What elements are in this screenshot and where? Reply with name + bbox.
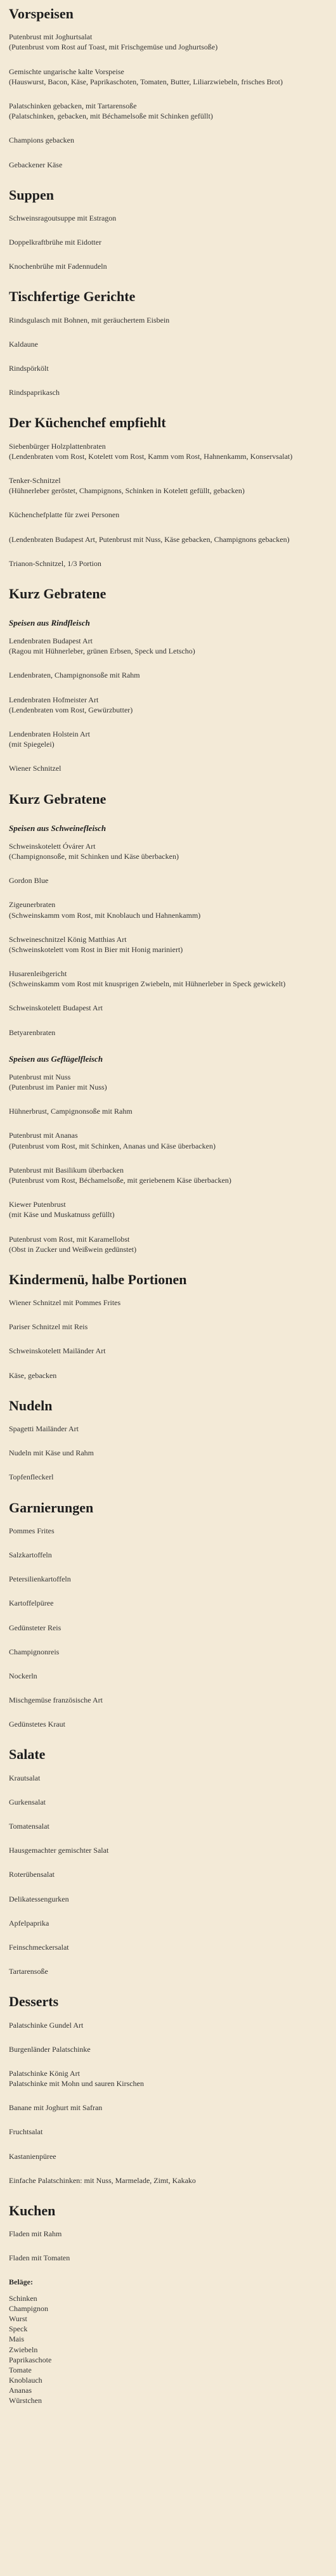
menu-item xyxy=(9,1671,327,1681)
menu-item-description: (Hühnerleber geröstet, Champignons, Schinken in Kotelett gefüllt, gebacken) xyxy=(9,486,245,496)
menu-item-name: Krautsalat xyxy=(9,1773,41,1782)
section-title: Nudeln xyxy=(9,1397,53,1414)
menu-item xyxy=(9,1894,327,1904)
topping-item: Paprikaschote xyxy=(9,2355,52,2364)
menu-item-name: Fladen mit Rahm xyxy=(9,2229,62,2239)
menu-item xyxy=(9,135,327,145)
menu-item-description: (Champignonsoße, mit Schinken und Käse überbacken) xyxy=(9,851,179,861)
menu-item-name: Küchenchefplatte für zwei Personen xyxy=(9,510,120,520)
toppings-label: Beläge: xyxy=(9,2277,33,2286)
menu-item-description: Palatschinke mit Mohn und sauren Kirschen xyxy=(9,2079,144,2089)
topping-item: Knoblauch xyxy=(9,2376,42,2385)
menu-item-name: Knochenbrühe mit Fadennudeln xyxy=(9,262,107,271)
menu-item xyxy=(9,899,327,920)
menu-item-name: Kastanienpüree xyxy=(9,2151,56,2161)
menu-item xyxy=(9,2068,327,2089)
menu-item-name: Palatschinke Gundel Art xyxy=(9,2020,84,2030)
section-salate xyxy=(9,1747,327,1976)
menu-item xyxy=(9,1598,327,1608)
menu-item xyxy=(9,636,327,656)
menu-item-name: Burgenländer Palatschinke xyxy=(9,2044,91,2054)
menu-item xyxy=(9,1550,327,1560)
menu-item xyxy=(9,1845,327,1855)
section-kurz-gebratene xyxy=(9,792,327,1254)
subsection-title: Speisen aus Geflügelfleisch xyxy=(9,1053,103,1064)
menu-item-name: Pariser Schnitzel mit Reis xyxy=(9,1322,88,1332)
menu-item xyxy=(9,1234,327,1254)
menu-item-name: Rindspörkölt xyxy=(9,364,49,373)
menu-item xyxy=(9,2044,327,2054)
menu-item-name: Mischgemüse französische Art xyxy=(9,1696,103,1705)
menu-item xyxy=(9,558,327,569)
section-title: Suppen xyxy=(9,186,54,203)
section-title: Kurz Gebratene xyxy=(9,585,107,602)
menu-item-name: Hausgemachter gemischter Salat xyxy=(9,1846,109,1855)
menu-item-name: Putenbrust vom Rost, mit Karamellobst xyxy=(9,1234,130,1244)
section-title: Kuchen xyxy=(9,2203,56,2219)
menu-item xyxy=(9,1165,327,1185)
menu-item-name: Wiener Schnitzel xyxy=(9,764,61,773)
menu-item-name: Palatschinke König Art xyxy=(9,2068,80,2078)
menu-item xyxy=(9,1130,327,1150)
menu-item-name: Lendenbraten Hofmeister Art xyxy=(9,695,99,704)
menu-item-name: Spagetti Mailänder Art xyxy=(9,1424,79,1433)
section-title: Vorspeisen xyxy=(9,6,74,22)
menu-item xyxy=(9,2175,327,2186)
menu-item-description: (Hauswurst, Bacon, Käse, Paprikaschoten, Tomaten, Butter, Liliarzwiebeln, frisches Brot) xyxy=(9,77,283,86)
menu-item-name: (Lendenbraten Budapest Art, Putenbrust mit Nuss, Käse gebacken, Champignons gebacken) xyxy=(9,534,290,544)
topping-item: Speck xyxy=(9,2324,28,2334)
section-tischfertige-gerichte xyxy=(9,289,327,397)
menu-item xyxy=(9,763,327,773)
menu-item-name: Putenbrust mit Ananas xyxy=(9,1131,78,1140)
section-desserts xyxy=(9,1994,327,2186)
menu-item xyxy=(9,1966,327,1976)
menu-item-name: Wiener Schnitzel mit Pommes Frites xyxy=(9,1298,121,1308)
menu-item-name: Schweineschnitzel König Matthias Art xyxy=(9,934,127,944)
menu-item xyxy=(9,2103,327,2113)
menu-item-name: Tomatensalat xyxy=(9,1822,49,1831)
menu-item-name: Trianon-Schnitzel, 1/3 Portion xyxy=(9,558,101,568)
menu-item xyxy=(9,475,327,496)
menu-item xyxy=(9,841,327,861)
menu-item xyxy=(9,1322,327,1332)
topping-item: Zwiebeln xyxy=(9,2345,38,2354)
menu-item xyxy=(9,1719,327,1729)
menu-item-name: Gedünstetes Kraut xyxy=(9,1720,65,1729)
menu-item-name: Siebenbürger Holzplattenbraten xyxy=(9,441,106,451)
menu-item xyxy=(9,1773,327,1783)
section-nudeln xyxy=(9,1398,327,1483)
menu-item-name: Fruchtsalat xyxy=(9,2127,43,2137)
menu-item-name: Apfelpaprika xyxy=(9,1918,49,1928)
subsection-title: Speisen aus Rindfleisch xyxy=(9,618,90,628)
menu-item-name: Kaldaune xyxy=(9,339,38,349)
menu-item-name: Salzkartoffeln xyxy=(9,1550,52,1559)
menu-item-name: Husarenleibgericht xyxy=(9,969,67,979)
menu-item xyxy=(9,510,327,520)
menu-item xyxy=(9,534,327,544)
menu-item xyxy=(9,1472,327,1482)
menu-item-name: Putenbrust mit Nuss xyxy=(9,1072,71,1081)
menu-item-name: Lendenbraten Holstein Art xyxy=(9,730,90,738)
section-vorspeisen xyxy=(9,6,327,170)
menu-item-description: (Putenbrust vom Rost auf Toast, mit Frischgemüse und Joghurtsoße) xyxy=(9,42,218,52)
menu-item xyxy=(9,315,327,325)
menu-item xyxy=(9,1370,327,1381)
menu-item-name: Banane mit Joghurt mit Safran xyxy=(9,2103,103,2113)
menu-item xyxy=(9,1526,327,1536)
menu-item-name: Petersilienkartoffeln xyxy=(9,1575,71,1584)
section-title: Desserts xyxy=(9,1993,59,2010)
menu-item-name: Putenbrust mit Joghurtsalat xyxy=(9,32,93,42)
menu-item-name: Schweinsragoutsuppe mit Estragon xyxy=(9,213,117,222)
menu-item-name: Doppelkraftbrühe mit Eidotter xyxy=(9,238,101,247)
menu-item-name: Lendenbraten, Champignonsoße mit Rahm xyxy=(9,671,140,680)
menu-item-name: Fladen mit Tomaten xyxy=(9,2253,70,2263)
menu-item-name: Topfenfleckerl xyxy=(9,1472,54,1482)
menu-item-description: (Schweinskamm vom Rost mit knusprigen Zwiebeln, mit Hühnerleber in Speck gewickelt) xyxy=(9,979,286,989)
menu-item-description: (Obst in Zucker und Weißwein gedünstet) xyxy=(9,1244,137,1254)
section-title: Kurz Gebratene xyxy=(9,790,107,807)
topping-item: Schinken xyxy=(9,2293,37,2303)
menu-item xyxy=(9,101,327,121)
menu-item-description: (mit Käse und Muskatnuss gefüllt) xyxy=(9,1210,115,1220)
menu-item xyxy=(9,67,327,87)
menu-item-name: Hühnerbrust, Campignonsoße mit Rahm xyxy=(9,1107,132,1116)
menu-item xyxy=(9,695,327,715)
menu-item xyxy=(9,1072,327,1092)
menu-item-name: Roterübensalat xyxy=(9,1870,55,1879)
section-kindermenu-halbe-portionen xyxy=(9,1272,327,1381)
menu-item-name: Feinschmeckersalat xyxy=(9,1942,69,1952)
section-garnierungen xyxy=(9,1500,327,1730)
menu-item xyxy=(9,729,327,749)
menu-item-name: Delikatessengurken xyxy=(9,1894,69,1903)
menu-item-name: Pommes Frites xyxy=(9,1526,55,1535)
menu-item-name: Rindsgulasch mit Bohnen, mit geräuchertem Eisbein xyxy=(9,315,170,325)
menu-item-name: Tartarensoße xyxy=(9,1967,48,1976)
section-title: Der Küchenchef empfiehlt xyxy=(9,415,166,431)
section-kurz-gebratene xyxy=(9,586,327,774)
menu-item xyxy=(9,1346,327,1356)
topping-item: Mais xyxy=(9,2334,24,2344)
section-title: Tischfertige Gerichte xyxy=(9,288,136,305)
menu-item xyxy=(9,32,327,52)
menu-item-description: (Schweinskamm vom Rost, mit Knoblauch und Hahnenkamm) xyxy=(9,910,201,920)
menu-item-description: (Palatschinken, gebacken, mit Béchamelsoße mit Schinken gefüllt) xyxy=(9,112,213,121)
menu-item-name: Gemischte ungarische kalte Vorspeise xyxy=(9,67,124,76)
topping-item: Wurst xyxy=(9,2314,27,2323)
menu-item xyxy=(9,213,327,223)
menu-item-description: (Putenbrust vom Rost, Béchamelsoße, mit geriebenem Käse überbacken) xyxy=(9,1175,231,1185)
menu-item xyxy=(9,2127,327,2137)
menu-item xyxy=(9,1003,327,1013)
menu-item-name: Kiewer Putenbrust xyxy=(9,1200,66,1209)
menu-item xyxy=(9,1942,327,1952)
menu-item xyxy=(9,1869,327,1879)
topping-item: Champignon xyxy=(9,2303,48,2313)
menu-item-name: Zigeunerbraten xyxy=(9,900,56,910)
menu-item xyxy=(9,1027,327,1038)
menu-item-name: Kartoffelpüree xyxy=(9,1599,54,1608)
menu-item xyxy=(9,1918,327,1928)
menu-item xyxy=(9,875,327,886)
menu-item xyxy=(9,1647,327,1657)
menu-item-name: Schweinskotelett Budapest Art xyxy=(9,1003,103,1013)
menu-item xyxy=(9,339,327,349)
menu-item xyxy=(9,1797,327,1807)
toppings-list xyxy=(9,2293,327,2406)
menu-item-name: Lendenbraten Budapest Art xyxy=(9,636,93,646)
menu-item-name: Nockerln xyxy=(9,1671,37,1680)
topping-item: Ananas xyxy=(9,2386,32,2395)
menu-item xyxy=(9,1695,327,1705)
menu-item xyxy=(9,1199,327,1220)
menu-item xyxy=(9,1448,327,1458)
menu-item xyxy=(9,670,327,680)
menu-item-name: Palatschinken gebacken, mit Tartarensoße xyxy=(9,101,137,110)
menu-item xyxy=(9,160,327,170)
menu-item xyxy=(9,969,327,989)
menu-item xyxy=(9,1424,327,1434)
menu-item xyxy=(9,1574,327,1584)
menu-item xyxy=(9,2020,327,2030)
menu-item xyxy=(9,1298,327,1308)
section-kuchen xyxy=(9,2203,327,2406)
menu-item-name: Schweinskotelett Mailänder Art xyxy=(9,1346,106,1356)
menu-item-name: Schweinskotelett Óvárer Art xyxy=(9,841,96,851)
menu-item xyxy=(9,2253,327,2263)
menu-item-description: (Lendenbraten vom Rost, Kotelett vom Rost, Kamm vom Rost, Hahnenkamm, Konservsalat) xyxy=(9,451,293,461)
topping-item: Würstchen xyxy=(9,2396,42,2405)
menu-item-name: Nudeln mit Käse und Rahm xyxy=(9,1448,94,1458)
menu-item-description: (Schweinskotelett vom Rost in Bier mit Honig mariniert) xyxy=(9,944,183,954)
menu-item xyxy=(9,441,327,461)
menu-item xyxy=(9,1821,327,1831)
menu-item xyxy=(9,2229,327,2239)
menu-item-name: Gurkensalat xyxy=(9,1797,46,1806)
menu-item-name: Gordon Blue xyxy=(9,876,49,886)
menu-item-description: (Putenbrust im Panier mit Nuss) xyxy=(9,1083,107,1092)
section-der-kuchenchef-empfiehlt xyxy=(9,415,327,569)
menu-item-name: Champignonreis xyxy=(9,1647,60,1656)
menu-item xyxy=(9,1106,327,1116)
menu-item-name: Gedünsteter Reis xyxy=(9,1623,61,1632)
menu-item xyxy=(9,261,327,271)
menu-item-description: (Ragou mit Hühnerleber, grünen Erbsen, Speck und Letscho) xyxy=(9,647,195,656)
topping-item: Tomate xyxy=(9,2365,32,2374)
menu-item-name: Gebackener Käse xyxy=(9,160,63,169)
menu-item-name: Tenker-Schnitzel xyxy=(9,475,61,485)
menu-item-name: Käse, gebacken xyxy=(9,1370,57,1380)
menu-item-name: Putenbrust mit Basilikum überbacken xyxy=(9,1165,124,1175)
menu-item-name: Betyarenbraten xyxy=(9,1027,56,1037)
subsection-title: Speisen aus Schweinefleisch xyxy=(9,823,107,833)
menu-item xyxy=(9,2151,327,2161)
section-title: Garnierungen xyxy=(9,1499,94,1516)
section-title: Kindermenü, halbe Portionen xyxy=(9,1271,187,1287)
menu-item xyxy=(9,934,327,955)
menu-item-description: (mit Spiegelei) xyxy=(9,740,55,749)
section-suppen xyxy=(9,188,327,272)
menu-item xyxy=(9,363,327,373)
menu-item xyxy=(9,1623,327,1633)
menu-item-description: (Putenbrust vom Rost, mit Schinken, Ananas und Käse überbacken) xyxy=(9,1141,216,1150)
menu-item xyxy=(9,237,327,247)
section-title: Salate xyxy=(9,1746,46,1763)
menu-item-name: Rindspaprikasch xyxy=(9,388,60,397)
menu-item-name: Einfache Palatschinken: mit Nuss, Marmelade, Zimt, Kakako xyxy=(9,2175,196,2185)
menu-item xyxy=(9,387,327,397)
menu-item-name: Champions gebacken xyxy=(9,136,74,145)
menu-item-description: (Lendenbraten vom Rost, Gewürzbutter) xyxy=(9,705,133,714)
